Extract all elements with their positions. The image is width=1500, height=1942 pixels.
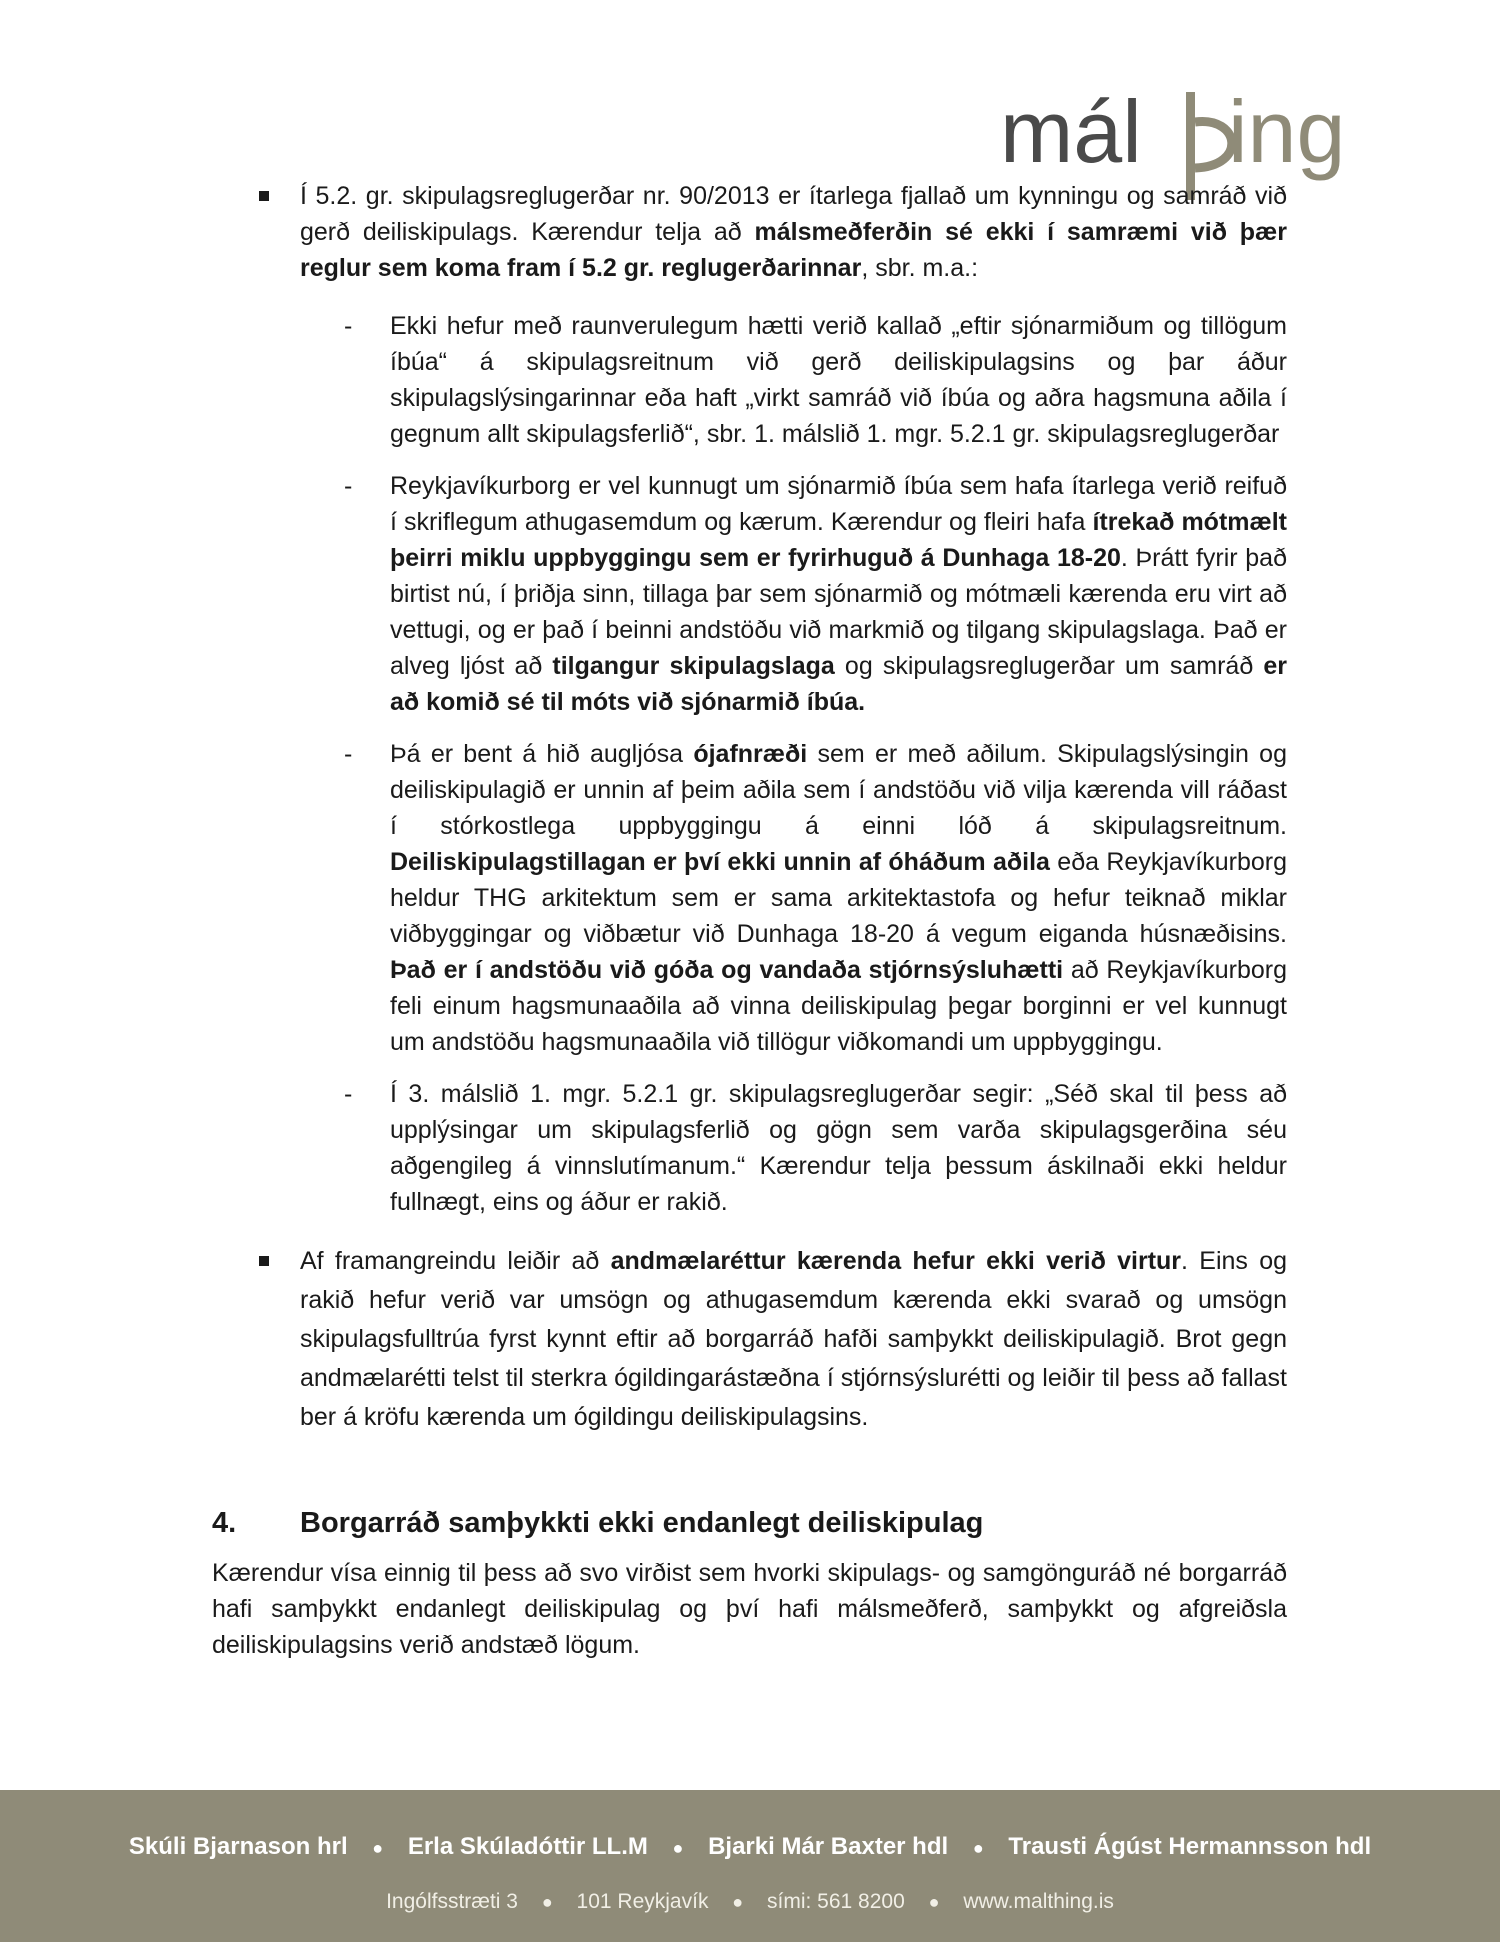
logo-text-end: ing [1228, 82, 1346, 181]
section-paragraph: Kærendur vísa einnig til þess að svo virðist sem hvorki skipulags- og samgönguráð né borgarráð hafi samþykkt endanlegt deiliskipulag og því hafi málsmeðferð, samþykkt og afgreiðsla deiliskipulagsins verið andstæð lögum. [212, 1559, 1287, 1659]
section-number: 4. [212, 1507, 237, 1539]
footer-name: Skúli Bjarnason hrl [128, 1833, 348, 1860]
sub-paragraph: Í 3. málslið 1. mgr. 5.2.1 gr. skipulagsreglugerðar segir: „Séð skal til þess að upplýsingar um skipulagsferlið og gögn sem varða skipulagsgerðina séu aðgengileg á vinnslutímanum.“ Kærendur telja þessum áskilnaði ekki heldur fullnægt, eins og áður er rakið. [390, 1080, 1287, 1216]
dash-bullet: - [344, 312, 353, 340]
footer-street: Ingólfsstræti 3 [386, 1890, 518, 1913]
page-footer [0, 1790, 1500, 1942]
footer-name: Trausti Ágúst Hermannsson hdl [1008, 1833, 1372, 1860]
sub-item [212, 468, 1287, 720]
logo-text-main: mál [1000, 82, 1142, 181]
sub-item [212, 308, 1287, 452]
footer-names [0, 1833, 1500, 1861]
sub-paragraph: Þá er bent á hið augljósa ójafnræði sem er með aðilum. Skipulagslýsingin og deiliskipulagið er unnin af þeim aðila sem í andstöðu við vilja kærenda vill ráðast í stórkostlega uppbyggingu á einni lóð á skipulagsreitnum. Deiliskipulagstillagan er því ekki unnin af óháðum aðila eða Reykjavíkurborg heldur THG arkitektum sem er sama arkitektastofa og hefur teiknað miklar viðbyggingar og viðbætur við Dunhaga 18-20 á vegum eiganda húsnæðisins. Það er í andstöðu við góða og vandaða stjórnsýsluhætti að Reykjavíkurborg feli einum hagsmunaaðila að vinna deiliskipulag þegar borginni er vel kunnugt um andstöðu hagsmunaaðila við tillögur viðkomandi um uppbyggingu. [390, 740, 1288, 1056]
bullet-dot-icon: ● [928, 1892, 940, 1912]
bullet-dot-icon: ● [541, 1892, 553, 1912]
footer-address [0, 1890, 1500, 1914]
bullet-item [212, 1242, 1287, 1437]
footer-name: Bjarki Már Baxter hdl [708, 1833, 949, 1860]
square-bullet-icon [259, 191, 269, 201]
square-bullet-icon [259, 1256, 269, 1266]
sub-item [212, 1076, 1287, 1220]
sub-item [212, 736, 1287, 1060]
section-heading [212, 1503, 1287, 1543]
footer-phone: sími: 561 8200 [767, 1890, 905, 1913]
footer-website-link[interactable]: www.malthing.is [963, 1890, 1114, 1913]
dash-bullet: - [344, 472, 353, 500]
bullet-item [212, 178, 1287, 286]
bullet-dot-icon: ● [372, 1838, 384, 1858]
section-title: Borgarráð samþykkti ekki endanlegt deiliskipulag [300, 1507, 984, 1539]
sub-paragraph: Ekki hefur með raunverulegum hætti verið kallað „eftir sjónarmiðum og tillögum íbúa“ á skipulagsreitnum við gerð deiliskipulagsins og þar áður skipulagslýsingarinnar eða haft „virkt samráð við íbúa og aðra hagsmuna aðila í gegnum allt skipulagsferlið“, sbr. 1. málslið 1. mgr. 5.2.1 gr. skipulagsreglugerðar [390, 312, 1287, 448]
bullet-paragraph: Af framangreindu leiðir að andmælaréttur kærenda hefur ekki verið virtur. Eins og rakið hefur verið var umsögn og athugasemdum kærenda ekki svarað og umsögn skipulagsfulltrúa fyrst kynnt eftir að borgarráð hafði samþykkt deiliskipulagið. Brot gegn andmælarétti telst til sterkra ógildingarástæðna í stjórnsýslurétti og leiðir til þess að fallast ber á kröfu kærenda um ógildingu deiliskipulagsins. [300, 1247, 1287, 1431]
bullet-dot-icon: ● [972, 1838, 984, 1858]
bullet-dot-icon: ● [732, 1892, 744, 1912]
bullet-dot-icon: ● [672, 1838, 684, 1858]
document-body [212, 178, 1287, 1663]
footer-name: Erla Skúladóttir LL.M [407, 1833, 648, 1860]
bullet-paragraph: Í 5.2. gr. skipulagsreglugerðar nr. 90/2013 er ítarlega fjallað um kynningu og samráð við gerð deiliskipulags. Kærendur telja að málsmeðferðin sé ekki í samræmi við þær reglur sem koma fram í 5.2 gr. reglugerðarinnar, sbr. m.a.: [300, 182, 1288, 282]
dash-bullet: - [344, 740, 353, 768]
dash-bullet: - [344, 1080, 353, 1108]
sub-paragraph: Reykjavíkurborg er vel kunnugt um sjónarmið íbúa sem hafa ítarlega verið reifuð í skriflegum athugasemdum og kærum. Kærendur og fleiri hafa ítrekað mótmælt þeirri miklu uppbyggingu sem er fyrirhuguð á Dunhaga 18-20. Þrátt fyrir það birtist nú, í þriðja sinn, tillaga þar sem sjónarmið og mótmæli kærenda eru virt að vettugi, og er það í beinni andstöðu við markmið og tilgang skipulagslaga. Það er alveg ljóst að tilgangur skipulagslaga og skipulagsreglugerðar um samráð er að komið sé til móts við sjónarmið íbúa. [390, 472, 1287, 716]
footer-city: 101 Reykjavík [576, 1890, 709, 1913]
